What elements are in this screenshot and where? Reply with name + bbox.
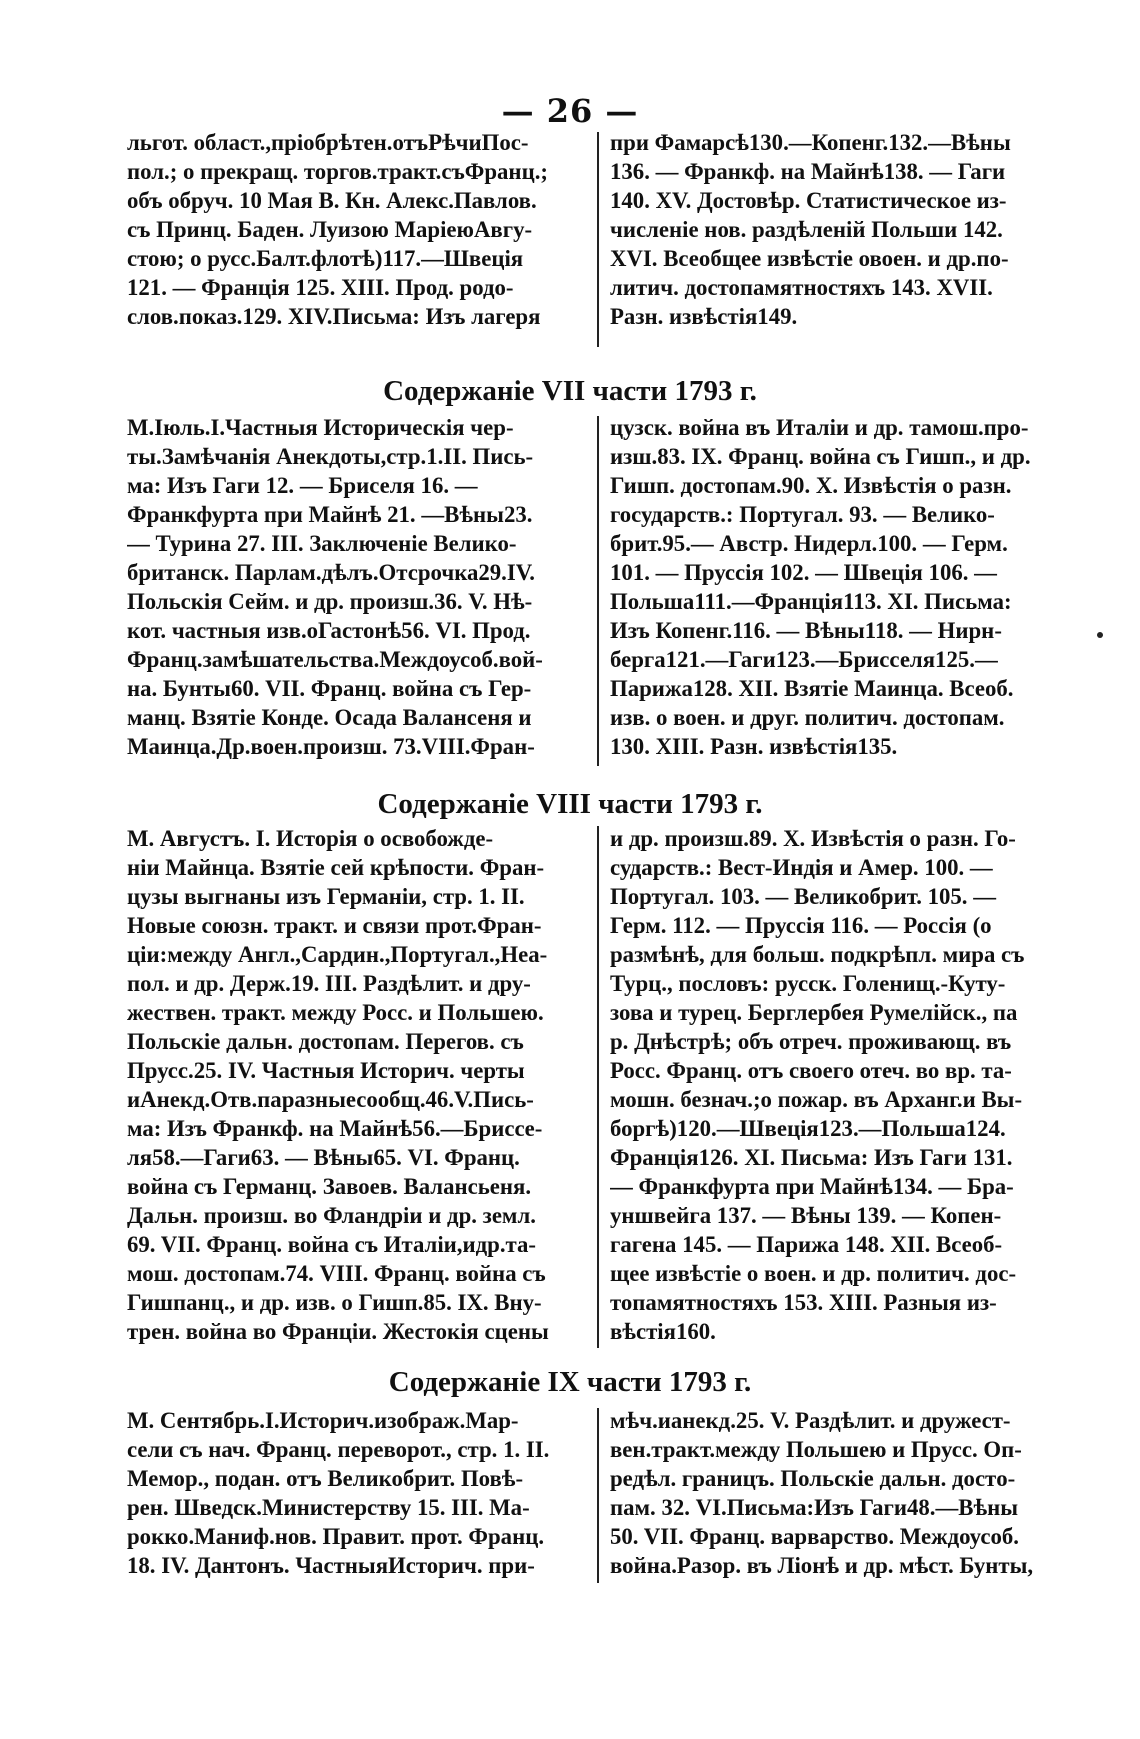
text-line: трен. война во Франціи. Жестокія сцены	[127, 1319, 549, 1344]
text-line: 50. VII. Франц. варварство. Междоусоб.	[610, 1524, 1019, 1549]
text-line: ля58.—Гаги63. — Вѣны65. VI. Франц.	[127, 1145, 520, 1170]
text-line: Польскіе дальн. достопам. Перегов. съ	[127, 1029, 524, 1054]
text-line: пол. и др. Держ.19. III. Раздѣлит. и дру-	[127, 971, 531, 996]
text-line: 130. XIII. Разн. извѣстія135.	[610, 734, 898, 759]
text-line: Польша111.—Франція113. XI. Письма:	[610, 589, 1012, 614]
text-line: численіе нов. раздѣленій Польши 142.	[610, 217, 1003, 242]
text-line: мош. достопам.74. VIII. Франц. война съ	[127, 1261, 546, 1286]
text-line: стою; о русс.Балт.флотѣ)117.—Швеція	[127, 246, 524, 271]
text-line: уншвейга 137. — Вѣны 139. — Копен-	[610, 1203, 1002, 1228]
text-line: объ обруч. 10 Мая В. Кн. Алекс.Павлов.	[127, 188, 537, 213]
text-line: британск. Парлам.дѣлъ.Отсрочка29.IV.	[127, 560, 535, 585]
column-divider	[597, 826, 599, 1348]
text-line: М. Сентябрь.І.Историч.изображ.Мар-	[127, 1408, 519, 1433]
text-line: Маинца.Др.воен.произш. 73.VIII.Фран-	[127, 734, 535, 759]
text-line: кот. частныя изв.оГастонѣ56. VI. Прод.	[127, 618, 531, 643]
text-line: и др. произш.89. X. Извѣстія о разн. Го-	[610, 826, 1016, 851]
text-line: зова и турец. Берглербея Румелійск., па	[610, 1000, 1018, 1025]
text-line: Разн. извѣстія149.	[610, 304, 798, 329]
text-line: Польскія Сейм. и др. произш.36. V. Нѣ-	[127, 589, 533, 614]
text-line: государств.: Португал. 93. — Велико-	[610, 502, 995, 527]
text-line: XVI. Всеобщее извѣстіе овоен. и др.по-	[610, 246, 1009, 271]
text-line: слов.показ.129. XIV.Письма: Изъ лагеря	[127, 304, 541, 329]
column-divider	[597, 1408, 599, 1583]
section-heading-vii: Содержаніе VII части 1793 г.	[383, 375, 757, 407]
section-ix-left-column	[127, 1406, 577, 1580]
text-line: ціи:между Англ.,Сардин.,Португал.,Неа-	[127, 942, 548, 967]
text-line: литич. достопамятностяхъ 143. XVII.	[610, 275, 993, 300]
text-line: война съ Германц. Завоев. Валансьеня.	[127, 1174, 532, 1199]
text-line: Прусс.25. IV. Частныя Историч. черты	[127, 1058, 525, 1083]
text-line: на. Бунты60. VII. Франц. война съ Гер-	[127, 676, 532, 701]
text-line: рен. Шведск.Министерству 15. III. Ма-	[127, 1495, 530, 1520]
text-line: Гишп. достопам.90. X. Извѣстія о разн.	[610, 473, 1012, 498]
section-heading-ix: Содержаніе IX части 1793 г.	[388, 1366, 752, 1398]
text-line: Португал. 103. — Великобрит. 105. —	[610, 884, 996, 909]
text-line: сели съ нач. Франц. переворот., стр. 1. II.	[127, 1437, 550, 1462]
text-line: 121. — Франція 125. XIII. Прод. родо-	[127, 275, 514, 300]
text-line: льгот. област.,пріобрѣтен.отъРѣчиПос-	[127, 130, 529, 155]
text-line: Изъ Копенг.116. — Вѣны118. — Нирн-	[610, 618, 1002, 643]
top-left-column	[127, 128, 577, 331]
section-vii-left-column	[127, 413, 577, 761]
text-line: редѣл. границъ. Польскіе дальн. достo-	[610, 1466, 1016, 1491]
text-line: Франція126. XI. Письма: Изъ Гаги 131.	[610, 1145, 1013, 1170]
text-line: М.Іюль.І.Частныя Историческія чер-	[127, 415, 514, 440]
section-heading-viii: Содержаніе VIII части 1793 г.	[377, 788, 763, 820]
text-line: Росс. Франц. отъ своего отеч. во вр. та-	[610, 1058, 1012, 1083]
text-line: ма: Изъ Гаги 12. — Бриселя 16. —	[127, 473, 478, 498]
section-viii-right-column	[610, 824, 1060, 1346]
text-line: Новые союзн. тракт. и связи прот.Фран-	[127, 913, 542, 938]
text-line: цузск. война въ Италіи и др. тамош.про-	[610, 415, 1029, 440]
text-line: пам. 32. VI.Письма:Изъ Гаги48.—Вѣны	[610, 1495, 1019, 1520]
text-line: манц. Взятіе Конде. Осада Валансеня и	[127, 705, 532, 730]
text-line: 140. XV. Достовѣр. Статистическое из-	[610, 188, 1007, 213]
text-line: вѣстія160.	[610, 1319, 716, 1344]
text-line: изв. о воен. и друг. политич. достопам.	[610, 705, 1005, 730]
top-right-column	[610, 128, 1060, 331]
stray-mark	[1097, 632, 1103, 638]
text-line: Герм. 112. — Пруссія 116. — Россія (о	[610, 913, 992, 938]
text-line: ты.Замѣчанія Анекдоты,стр.1.II. Пись-	[127, 444, 534, 469]
text-line: 18. IV. Дантонъ. ЧастныяИсторич. при-	[127, 1553, 535, 1578]
text-line: берга121.—Гаги123.—Брисселя125.—	[610, 647, 998, 672]
text-line: 101. — Пруссія 102. — Швеція 106. —	[610, 560, 997, 585]
text-line: война.Разор. въ Ліонѣ и др. мѣст. Бунты,	[610, 1553, 1034, 1578]
text-line: 69. VII. Франц. война съ Италіи,идр.та-	[127, 1232, 537, 1257]
text-line: мошн. безнач.;о пожар. въ Арханг.и Вы-	[610, 1087, 1023, 1112]
text-line: вен.тракт.между Польшею и Прусс. Оп-	[610, 1437, 1022, 1462]
text-line: размѣнѣ, для больш. подкрѣпл. мира съ	[610, 942, 1025, 967]
text-line: жествен. тракт. между Росс. и Польшею.	[127, 1000, 544, 1025]
section-vii-right-column	[610, 413, 1060, 761]
text-line: р. Днѣстрѣ; объ отреч. проживающ. въ	[610, 1029, 1012, 1054]
text-line: мѣч.ианекд.25. V. Раздѣлит. и дружест-	[610, 1408, 1011, 1433]
text-line: рокко.Маниф.нов. Правит. прот. Франц.	[127, 1524, 545, 1549]
text-line: боргѣ)120.—Швеція123.—Польша124.	[610, 1116, 1006, 1141]
text-line: брит.95.— Австр. Нидерл.100. — Герм.	[610, 531, 1008, 556]
text-line: съ Принц. Баден. Луизою МаріеюАвгу-	[127, 217, 533, 242]
page-number: — 26 —	[501, 92, 639, 130]
text-line: Франкфурта при Майнѣ 21. —Вѣны23.	[127, 502, 533, 527]
text-line: Гишпанц., и др. изв. о Гишп.85. IX. Вну-	[127, 1290, 542, 1315]
text-line: Мемор., подан. отъ Великобрит. Повѣ-	[127, 1466, 524, 1491]
text-line: пол.; о прекращ. торгов.тракт.съФранц.;	[127, 159, 548, 184]
text-line: иАнекд.Отв.паразныесообщ.46.V.Пись-	[127, 1087, 534, 1112]
text-line: Дальн. произш. во Фландріи и др. земл.	[127, 1203, 536, 1228]
section-viii-left-column	[127, 824, 577, 1346]
section-ix-right-column	[610, 1406, 1060, 1580]
text-line: М. Августъ. І. Исторія о освобожде-	[127, 826, 494, 851]
text-line: ніи Майнца. Взятіе сей крѣпости. Фран-	[127, 855, 545, 880]
column-divider	[597, 132, 599, 347]
text-line: изш.83. IX. Франц. война съ Гишп., и др.	[610, 444, 1031, 469]
text-line: ма: Изъ Франкф. на Майнѣ56.—Брисcе-	[127, 1116, 543, 1141]
text-line: 136. — Франкф. на Майнѣ138. — Гаги	[610, 159, 1006, 184]
text-line: Турц., пословъ: русск. Голенищ.-Куту-	[610, 971, 1006, 996]
text-line: Парижа128. XII. Взятіе Маинца. Всеоб.	[610, 676, 1014, 701]
text-line: гагена 145. — Парижа 148. XII. Всеоб-	[610, 1232, 1003, 1257]
text-line: — Турина 27. III. Заключеніе Велико-	[127, 531, 517, 556]
column-divider	[597, 416, 599, 766]
text-line: сударств.: Вест-Индія и Амер. 100. —	[610, 855, 993, 880]
text-line: — Франкфурта при Майнѣ134. — Бра-	[610, 1174, 1014, 1199]
text-line: Франц.замѣшательства.Междоусоб.вой-	[127, 647, 543, 672]
text-line: топамятностяхъ 153. XIII. Разныя из-	[610, 1290, 997, 1315]
text-line: при Фамарсѣ130.—Копенг.132.—Вѣны	[610, 130, 1011, 155]
text-line: щее извѣстіе о воен. и др. политич. дос-	[610, 1261, 1017, 1286]
text-line: цузы выгнаны изъ Германіи, стр. 1. II.	[127, 884, 525, 909]
